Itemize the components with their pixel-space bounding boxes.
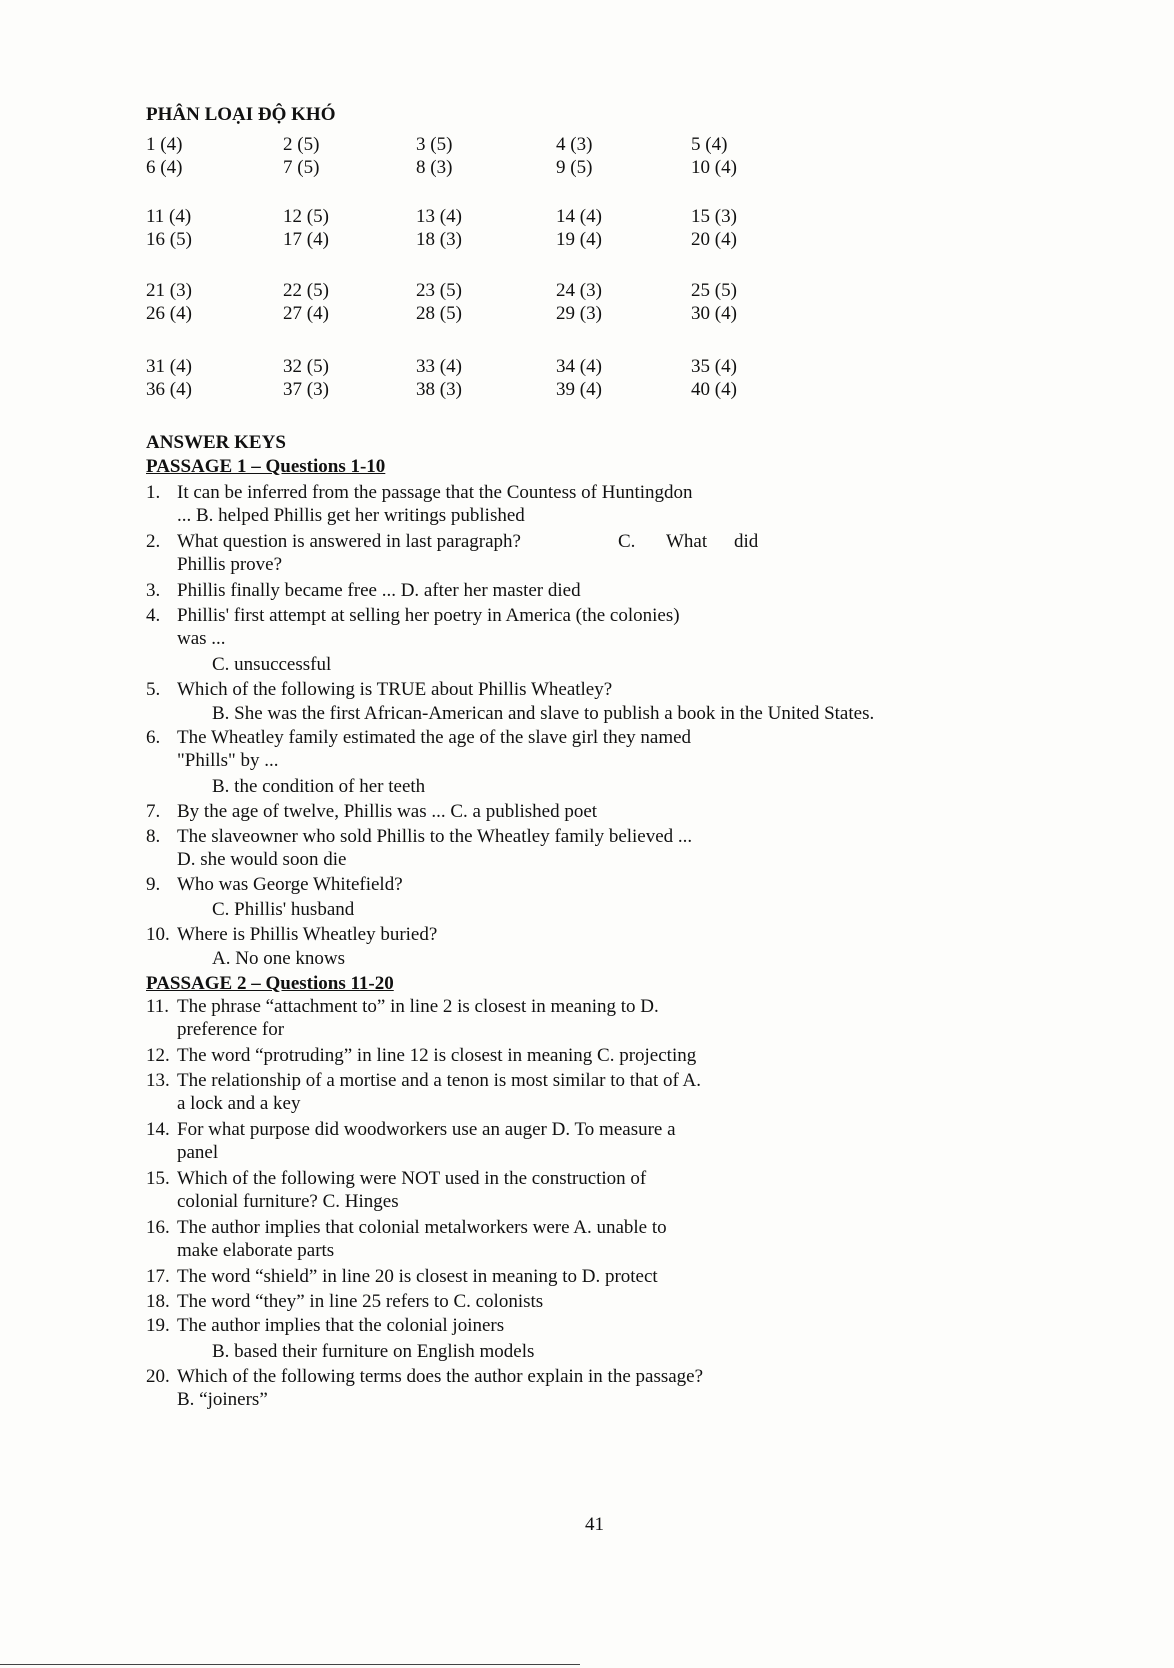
question-number: 14. <box>146 1119 170 1140</box>
difficulty-cell: 27 (4) <box>283 303 329 324</box>
question-text: was ... <box>177 628 226 649</box>
difficulty-cell: 16 (5) <box>146 229 192 250</box>
difficulty-cell: 4 (3) <box>556 134 593 155</box>
answer-text: B. the condition of her teeth <box>212 776 426 797</box>
question-text: "Phills" by ... <box>177 750 279 771</box>
question-number: 10. <box>146 924 170 945</box>
answer-text: C. <box>618 531 636 552</box>
difficulty-cell: 40 (4) <box>691 379 737 400</box>
question-text: Who was George Whitefield? <box>177 874 403 895</box>
difficulty-cell: 36 (4) <box>146 379 192 400</box>
difficulty-cell: 22 (5) <box>283 280 329 301</box>
question-text: Which of the following were NOT used in the construction of <box>177 1168 647 1189</box>
question-text: The Wheatley family estimated the age of the slave girl they named <box>177 727 692 748</box>
question-text: What question is answered in last paragraph? <box>177 531 521 552</box>
question-number: 13. <box>146 1070 170 1091</box>
answer-text: ... B. helped Phillis get her writings published <box>177 505 525 526</box>
question-number: 9. <box>146 874 161 895</box>
question-text: Where is Phillis Wheatley buried? <box>177 924 438 945</box>
question-text: The relationship of a mortise and a tenon is most similar to that of A. <box>177 1070 701 1091</box>
difficulty-cell: 37 (3) <box>283 379 329 400</box>
answer-text: colonial furniture? C. Hinges <box>177 1191 399 1212</box>
question-text: The slaveowner who sold Phillis to the Wheatley family believed ... <box>177 826 693 847</box>
question-text: The word “they” in line 25 refers to C. colonists <box>177 1291 544 1312</box>
difficulty-cell: 35 (4) <box>691 356 737 377</box>
question-text: The phrase “attachment to” in line 2 is closest in meaning to D. <box>177 996 659 1017</box>
question-number: 7. <box>146 801 161 822</box>
difficulty-cell: 31 (4) <box>146 356 192 377</box>
difficulty-cell: 14 (4) <box>556 206 602 227</box>
difficulty-cell: 24 (3) <box>556 280 602 301</box>
question-number: 6. <box>146 727 161 748</box>
difficulty-cell: 30 (4) <box>691 303 737 324</box>
difficulty-cell: 33 (4) <box>416 356 462 377</box>
difficulty-cell: 6 (4) <box>146 157 183 178</box>
difficulty-cell: 28 (5) <box>416 303 462 324</box>
difficulty-cell: 20 (4) <box>691 229 737 250</box>
difficulty-cell: 13 (4) <box>416 206 462 227</box>
difficulty-cell: 17 (4) <box>283 229 329 250</box>
difficulty-cell: 3 (5) <box>416 134 453 155</box>
difficulty-cell: 25 (5) <box>691 280 737 301</box>
question-text: Phillis finally became free ... D. after her master died <box>177 580 581 601</box>
difficulty-cell: 9 (5) <box>556 157 593 178</box>
difficulty-cell: 10 (4) <box>691 157 737 178</box>
difficulty-cell: 11 (4) <box>146 206 192 227</box>
difficulty-cell: 8 (3) <box>416 157 453 178</box>
difficulty-cell: 32 (5) <box>283 356 329 377</box>
passage-1-heading: PASSAGE 1 – Questions 1-10 <box>146 456 386 477</box>
difficulty-cell: 18 (3) <box>416 229 462 250</box>
answer-text: did <box>734 531 759 552</box>
answer-text: B. based their furniture on English models <box>212 1341 535 1362</box>
question-number: 11. <box>146 996 170 1017</box>
bottom-divider <box>0 1664 580 1665</box>
question-number: 12. <box>146 1045 170 1066</box>
question-number: 4. <box>146 605 161 626</box>
answer-text: Phillis prove? <box>177 554 283 575</box>
question-number: 19. <box>146 1315 170 1336</box>
question-number: 16. <box>146 1217 170 1238</box>
answer-keys-title: ANSWER KEYS <box>146 432 286 453</box>
passage-2-heading: PASSAGE 2 – Questions 11-20 <box>146 973 394 994</box>
question-number: 3. <box>146 580 161 601</box>
question-text: The author implies that the colonial joiners <box>177 1315 505 1336</box>
difficulty-cell: 26 (4) <box>146 303 192 324</box>
question-text: By the age of twelve, Phillis was ... C. a published poet <box>177 801 598 822</box>
difficulty-cell: 5 (4) <box>691 134 728 155</box>
question-text: The author implies that colonial metalworkers were A. unable to <box>177 1217 667 1238</box>
difficulty-cell: 29 (3) <box>556 303 602 324</box>
question-number: 2. <box>146 531 161 552</box>
answer-text: A. No one knows <box>212 948 345 969</box>
page-number: 41 <box>585 1514 604 1535</box>
difficulty-title: PHÂN LOẠI ĐỘ KHÓ <box>146 104 336 125</box>
question-text: Which of the following is TRUE about Phillis Wheatley? <box>177 679 613 700</box>
question-number: 8. <box>146 826 161 847</box>
answer-text: make elaborate parts <box>177 1240 335 1261</box>
difficulty-cell: 23 (5) <box>416 280 462 301</box>
difficulty-cell: 34 (4) <box>556 356 602 377</box>
answer-text: D. she would soon die <box>177 849 347 870</box>
difficulty-cell: 38 (3) <box>416 379 462 400</box>
difficulty-cell: 1 (4) <box>146 134 183 155</box>
difficulty-cell: 15 (3) <box>691 206 737 227</box>
answer-text: a lock and a key <box>177 1093 301 1114</box>
answer-text: C. Phillis' husband <box>212 899 355 920</box>
question-text: For what purpose did woodworkers use an auger D. To measure a <box>177 1119 676 1140</box>
question-number: 18. <box>146 1291 170 1312</box>
difficulty-cell: 19 (4) <box>556 229 602 250</box>
question-number: 20. <box>146 1366 170 1387</box>
question-number: 17. <box>146 1266 170 1287</box>
question-text: Which of the following terms does the author explain in the passage? <box>177 1366 704 1387</box>
question-text: It can be inferred from the passage that the Countess of Huntingdon <box>177 482 693 503</box>
difficulty-cell: 7 (5) <box>283 157 320 178</box>
answer-text: B. She was the first African-American and slave to publish a book in the United States. <box>212 703 875 724</box>
question-text: Phillis' first attempt at selling her poetry in America (the colonies) <box>177 605 680 626</box>
question-text: The word “protruding” in line 12 is closest in meaning C. projecting <box>177 1045 697 1066</box>
answer-text: What <box>666 531 708 552</box>
difficulty-cell: 12 (5) <box>283 206 329 227</box>
answer-text: C. unsuccessful <box>212 654 332 675</box>
question-number: 15. <box>146 1168 170 1189</box>
answer-text: preference for <box>177 1019 285 1040</box>
answer-text: panel <box>177 1142 219 1163</box>
difficulty-cell: 21 (3) <box>146 280 192 301</box>
question-number: 1. <box>146 482 161 503</box>
difficulty-cell: 39 (4) <box>556 379 602 400</box>
difficulty-cell: 2 (5) <box>283 134 320 155</box>
answer-text: B. “joiners” <box>177 1389 268 1410</box>
question-number: 5. <box>146 679 161 700</box>
question-text: The word “shield” in line 20 is closest in meaning to D. protect <box>177 1266 658 1287</box>
